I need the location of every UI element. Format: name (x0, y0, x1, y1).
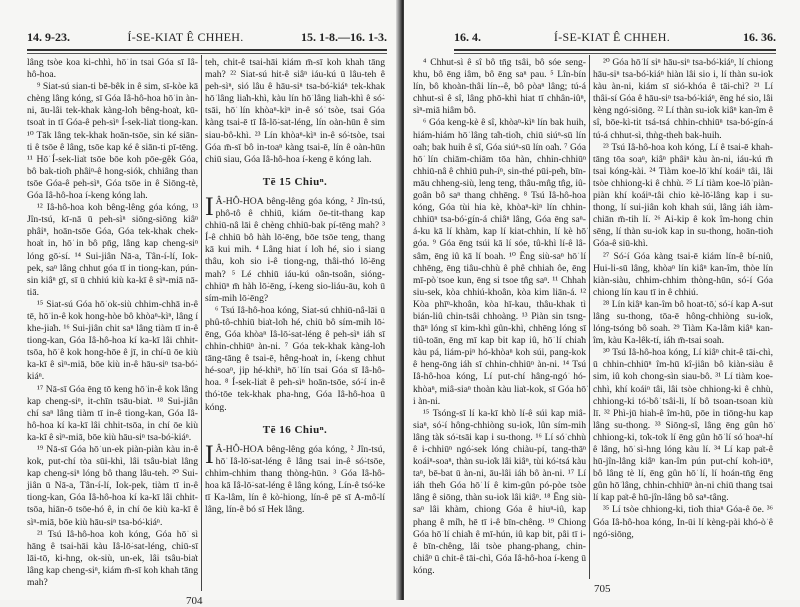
verse-paragraph: ²⁰ Góa hō͘ lí siⁿ hāu-siⁿ tsa-bó͘-kiáⁿ, lí chiong hāu-siⁿ tsa-bó͘-kiáⁿ hiàn lâi sio i, lí thàn su-io̍k kàu àn-ni, kiám sī sió-khóa ê tāi-chì? ²¹ Lí thâi-sí Góa ê hāu-siⁿ tsa-bó͘-kiáⁿ, ēng hé sio, lâi kèng ngó͘-siōng. ²² Lí thàn su-io̍k kiâⁿ kan-îm ê sî, bōe-kì-tit tsá-tsá chhin-chhiūⁿ tsa-bó͘-gín-á tú-á chhut-sì, thǹg-theh bak-huih. (593, 57, 773, 141)
verse-paragraph: lâng tsòe koa ki-chhì, hō͘ in tsai Góa sī Iâ-hô-hoa. (27, 57, 198, 81)
text-column (205, 57, 385, 516)
running-header (454, 30, 776, 46)
verse-paragraph: teh, chit-ê tsai-hāi kiám m̄-sī koh khah tāng mah? ²² Siat-sú hit-ê siâⁿ iáu-kú ū lâu-teh ê peh-sìⁿ, sió lâu ê hāu-siⁿ tsa-bó͘-kiáⁿ tek-khak hō͘ lâng lia̍h-khì, kàu lín hō͘ lâng lia̍h-khì ê só͘-tsāi, hō͘ lín khòaⁿ-kìⁿ in-ê só͘ tsòe, tsai Góa kàng tsai-ē tī Iâ-lō͘-sat-léng, lín oàn-hūn ê sim siau-bô-khì. ²³ Lín khòaⁿ-kìⁿ in-ê só͘-tsòe, tsai Góa m̄-sī bô in-toaⁿ kàng tsai-ē, lín ê oàn-hūn chiū siau, Góa Iâ-hô-hoa í-keng ē kóng lah. (205, 57, 385, 165)
header-chapter-range: 16. 36. (742, 30, 776, 44)
verse-paragraph: IÂ-HÔ-HOA bêng-lêng góa kóng, ² Jîn-tsú, phô-tô ê chhiū, kiám ōe-tit-thang kap chhiū-nâ lāi ê chèng chhiū-bak pí-tēng mah? ³ Í-ê chhiū bô hàh lō͘-ēng, bōe tsōe teng, thang kā kui mih. ⁴ Lâng hiat í lo̍h hé, sio i siang thâu, koh sio i-ê tiong-ng, thâi-thó lō͘-ēng mah? ⁵ Lé chhiū iáu-kú oân-tsoân, sióng-chhiūⁿ m̄ hàh lō͘-ēng, í-keng sio-liáu-āu, koh ū sím-mih lō͘-ēng? (205, 191, 385, 304)
verse-paragraph: ¹² Iâ-hô-hoa koh bêng-lêng góa kóng, ¹³ Jîn-tsú, kī-nā ū peh-sìⁿ siōng-siōng kiâⁿ phâiⁿ, hoān-tsōe Góa, Góa tek-khak chek-hoa̍t in, hō͘ in bô pn̄g, lâng kap cheng-siⁿ lóng gō͘-sí. ¹⁴ Sui-jiân Nā-a, Tân-í-lí, Iok-pek, saⁿ lâng chhut góa tī in tiong-kan, pún-sin kiâⁿ gī, sī ū chhiú kiù ka-kī ê sìⁿ-miā nā-tiā. (27, 202, 198, 298)
header-chapter-range: 15. 1-8.—16. 1-3. (300, 30, 387, 44)
verse-paragraph: ²³ Tsú Iâ-hô-hoa koh kóng, Lí ê tsai-ē khah-tāng tōa soaⁿ, kiâⁿ phâiⁿ kàu àn-ni, iáu-kú m̄ tsai kóng-kài. ²⁴ Tiàm koe-lō͘ khí koáiⁿ tâi, lâi tsòe chhiong-ki ê chhù. ²⁵ Lí tiàm koe-lō͘ piàn-piàn khí koáiⁿ-tâi chio kè-lō͘-lâng kap i su-thong, lí sui-jiân koh khah súi, lâng iáh iàm-chiān m̄-tih lí. ²⁶ Ai-kip ê kok îm-hong chin sēng, lí thàn su-io̍k kap in su-thong, hoān-tio̍h Góa-ê siū-khì. (593, 141, 773, 250)
verse-paragraph: ⁴ Chhut-sì ê sî bô tn̄g tsâi, bô sóe seng-khu, bô ēng iâm, bô ēng saⁿ pau. ⁵ Lîn-bín lín, bô khoàn-thâi lín--ê, bô pòaⁿ lâng; tú-á chhut-sì ê sî, lâng phō-khì hiat tī chhân-iûⁿ, sìⁿ-miā hiâm bô. (413, 57, 586, 117)
right-page (404, 0, 800, 600)
verse-paragraph: ³⁰ Tsú Iâ-hô-hoa kóng, Lí kiâⁿ chit-ê tāi-chì, ū chhin-chhiūⁿ îm-hū kî-jiân bô kiàn-siàu ê sim, iû koh chong-sìn siau-bô. ³¹ Lí tiàm koe-chhì, khí koáiⁿ tâi, lâi tsòe chhiong-ki ê chhù, chhiong-ki tó͘-bô͘ tsâi-li, lí bô tsoan-tsoan kiù lī. ³² Phì-jū hiah-ê îm-hū, pōe in tiōng-hu kap lâng su-thong. ³³ Siōng-sî, lâng ēng gûn hō͘ chhiong-ki, to̍k-to̍k lí ēng gûn hō͘ lí só͘ hoaⁿ-hí ê lâng, hō͘ sì-hng lóng kàu lí. ³⁴ Lí kap pa̍t-ê hū-jîn-lâng kiâⁿ kan-îm pún put-chí koh-iūⁿ, bô lâng tè lí, ēng gûn hō͘ lí, lí hoán-tn̄g ēng gûn hō͘ lâng, chhin-chhiūⁿ àn-ni chiū thang tsai lí kap pa̍t-ê hū-jîn-lâng bô saⁿ-tâng. (593, 347, 773, 504)
verse-paragraph: ¹⁷ Nā-sī Góa ēng tō keng hō͘ in-ê kok lâng kap cheng-siⁿ, it-chīn tsāu-bia̍t. ¹⁸ Sui-jiân chí saⁿ lâng tiàm tī in-ê tiong-kan, Góa Iâ-hô-hoa kí ka-kī lâi chhit-tsōa, in chí ōe kiù ka-kī ê sìⁿ-miā, bōe kiù hāu-siⁿ tsa-bó͘-kiáⁿ. (27, 383, 198, 443)
text-column (27, 57, 198, 589)
verse-paragraph: ²⁸ Lín kiâⁿ kan-îm bô hoat-tō͘, só͘-í kap A-sut lâng su-thong, tōa-ē hông-chhiòng su-io̍k, lóng-tsóng bô soah. ²⁹ Tiàm Ka-lâm kiâⁿ kan-îm, kàu Ka-lêk-tí, iáh m̄-tsai soah. (593, 298, 773, 347)
header-rule (454, 49, 776, 54)
header-rule (27, 49, 387, 54)
text-column (413, 57, 586, 577)
running-header (27, 30, 387, 46)
chapter-heading: Tē 16 Chiuⁿ. (262, 423, 328, 436)
verse-paragraph: ²¹ Tsú Iâ-hô-hoa koh kóng, Góa hō͘ sì hāng ê tsai-hāi kàu Iâ-lō͘-sat-léng, chiū-sī lāi-tō, ki-hng, ok-siù, un-ek, lâi tsâu-bia̍t lâng kap cheng-siⁿ, kiám m̄-sī koh khah tāng mah? (27, 528, 198, 589)
header-book-title: Í-SE-KIAT Ê CHHEH. (553, 30, 671, 44)
header-chapter-range: 16. 4. (454, 30, 481, 44)
page-number: 704 (186, 595, 203, 607)
verse-paragraph: ⁶ Tsú Iâ-hô-hoa kóng, Siat-sú chhiū-nâ-lāi ū phû-tô-chhiū bia̍t-lo̍h hé, chiū bô sím-mih lō͘-ēng, Góa khòaⁿ Iâ-lō͘-sat-léng ê peh-sìⁿ iáh sī chhin-chhiūⁿ àn-ni. ⁷ Góa tek-khak kàng-lo̍h tāng-tāng ê tsai-ē, hêng-hoa̍t in, í-keng chhut hé-soaⁿ, jip hé-khìⁿ, hō͘ lín tsai Góa sī Iâ-hô-hoa. ⁸ Í-sek-lia̍t ê peh-sìⁿ hoān-tsōe, só͘-í in-ê thó͘-tōe tek-khak pha-hng, Góa Iâ-hô-hoa ū kóng. (205, 304, 385, 413)
chapter-heading: Tē 15 Chiuⁿ. (262, 175, 328, 188)
verse-paragraph: ²⁷ Só͘-í Góa kàng tsai-ē kiám lín-ê bí-niû, Hui-li-sū lâng, khòaⁿ lín kiâⁿ kan-îm, thòe lín kiàn-siàu, chhim-chhim thòng-hūn, só͘-í Góa chiong lín kau tī in ê chhiú. (593, 250, 773, 298)
page-number: 705 (594, 583, 611, 595)
verse-paragraph: ⁹ Siat-sú sian-ti bē-bêk in ê sim, sī-kòe kā chèng lâng kóng, sī Góa Iâ-hô-hoa hō͘ in àn-ni, āu-lâi tek-khak kàng-lo̍h bêng-hoa̍t, kū-tsoa̍t in tī Góa-ê peh-sìⁿ Í-sek-lia̍t tiong-kan. ¹⁰ Tāk lâng tek-khak hoān-tsōe, sin ké siān-ti ê tsōe ê lâng, tsōe kap ké ê siān-ti pī-tēng. ¹¹ Hō͘ Í-sek-lia̍t tsōe bōe koh pōe-gêk Góa, bô bak-tio̍h phâiⁿ-ê hong-siók, chhiâng than tsōe Góa-ê peh-sìⁿ, Góa tsōe in ê Siōng-tè, Góa Iâ-hô-hoa í-keng kóng lah. (27, 81, 198, 202)
verse-paragraph: ⁶ Góa keng-kè ê sî, khòaⁿ-kìⁿ lín bak huih, hiám-hiám hō͘ lâng ta̍h-tio̍h, chiū siúⁿ-sū lín oa̍h; bak huih ê sî, Góa siúⁿ-sū lín oa̍h. ⁷ Góa hō͘ lín chiām-chiām tōa hàn, chhin-chhiūⁿ chhiū-nâ ê chhiū puh-íⁿ, sin-thé pūi-pe̍h, bīn-māu chheng-siù, leng teng, thâu-mn̂g tn̂g, iû-goân bô saⁿ thang chhēng. ⁸ Tsú Iâ-hô-hoa kóng, Góa tùi hia kè, khòaⁿ-kìⁿ lín chhin-chhiūⁿ tsa-bó͘-gín-á chiâⁿ lâng, Góa ēng saⁿ-á-ku kā lí khàm, kap lí kiat-chhin, lí kè hō͘ góa. ⁹ Góa ēng tsúi kā lí sóe, tû-khì lí-ê lâ-sâm, ēng iû kā lí boah. ¹⁰ Ēng siù-saⁿ hō͘ lí chhēng, ēng tiâu-chhù ê phê chhiah ôe, ēng mī-pò͘ tsoe kun, ēng si tsoe tn̂g saⁿ. ¹¹ Chhah siu-sek, kòa chhiú-khoân, kòa kim liān-á. ¹² Kòa phīⁿ-khoân, kòa hī-kau, thâu-khak tì bián-liû chin-tsâi chhoàng. ¹³ Piàn sin tsng-thāⁿ lóng sī kim-khì gûn-khì, chhēng lóng sī tiû-toān, ēng mī kap bit kap iû, hō͘ lí chia̍h kàu pá, liám-piⁿ hó-khòaⁿ koh súi, pang-kok ê heng-ōng iáh sī chhin-chhiūⁿ àn-ni. ¹⁴ Tsú Iâ-hô-hoa kóng, Lí put-chí hâng-ngó͘ hó-khòaⁿ, miâ-siaⁿ thoàn kàu lia̍t-kok, sī Góa hō͘ i àn-ni. (413, 117, 586, 407)
verse-paragraph: ¹⁵ Tsóng-sī lí ka-kī khò lí-ê súi kap miâ-siaⁿ, só͘-í hông-chhiòng su-io̍k, lûn sím-mih lâng tàk só͘-tsāi kap i su-thong. ¹⁶ Lí só͘ chhù ê i-chhiūⁿ ngó͘-sek lóng chiàu-pí, tang-thāⁿ koáiⁿ-soaⁿ, thàn su-io̍k lâi kiâⁿ, tùi kó͘-tsá kàu taⁿ, bē-bat ū àn-ni, āu-lâi iáh bô àn-ni. ¹⁷ Lí iáh the̍h Góa hō͘ lí ê kim-gûn pó-pòe tsòe lâng ê siōng, thàn su-io̍k lâi kiâⁿ. ¹⁸ Ēng siù-saⁿ lâi khàm, chiong Góa ê hiuⁿ-iû, kap phang ê mi̍h, hē tī i-ê bīn-chêng. ¹⁹ Chiong Góa hō͘ lí chia̍h ê mī-hún, iû kap bit, pâi tī i-ê bīn-chêng, lâi tsòe phang-phang, chin-chiâⁿ ū chit-ê tāi-chì, Góa Iâ-hô-hoa í-keng ū kóng. (413, 407, 586, 576)
verse-paragraph: ³⁵ Lí tsòe chhiong-ki, tio̍h thiaⁿ Góa-ê ōe. ³⁶ Góa Iâ-hô-hoa kóng, In-ūi lí kèng-pài khó-ò͘ ê ngó͘-siōng, (593, 504, 773, 540)
column-divider (201, 55, 202, 591)
column-divider (589, 55, 590, 579)
verse-paragraph: ¹⁵ Siat-sú Góa hō͘ ok-siù chhim-chhā in-ê tē, hō͘ in-ê kok hong-hòe bô khòaⁿ-kìⁿ, lâng í khe-jia̍h. ¹⁶ Sui-jiân chit saⁿ lâng tiàm tī in-ê tiong-kan, Góa Iâ-hô-hoa kí ka-kī lâi chhit-tsōa, hō͘ ê kok hong-hōe ê jī, in chí-ū ōe kiù ka-kī ê sìⁿ-miā, bōe kiù in-ê hāu-siⁿ tsa-bó͘-kiáⁿ. (27, 298, 198, 383)
verse-paragraph: IÂ-HÔ-HOA bêng-lêng góa kóng, ² Jîn-tsú, hō͘ Iâ-lō͘-sat-léng ê lâng tsai in-ê só͘-tsōe, chhim-chhim thang thòng-hūn. ³ Góa Iâ-hô-hoa kā Iâ-lō͘-sat-léng ê lâng kóng, Lín-ê tsó͘-ke tī Ka-lâm, lín ê kò͘-hiong, lín-ê pē sī A-mô͘-lí lâng, lín-ê bó sī Hek lâng. (205, 439, 385, 516)
text-column (593, 57, 773, 541)
verse-paragraph: ¹⁹ Nā-sī Góa hō͘ un-ek piàn-piàn kàu in-ê kok, put-chí tòa sūi-khì, lâi tsâu-bia̍t lâng kap cheng-siⁿ lóng bô thang lâu-teh. ²⁰ Sui-jiân ū Nā-a, Tân-í-lí, Iok-pek, tiàm tī in-ê tiong-kan, Góa Iâ-hô-hoa kí ka-kī lâi chhit-tsōa, hiān-ō tsōe-hó ê, in chí ōe kiù ka-kī ê sìⁿ-miā, bōe kiù hāu-siⁿ tsa-bó͘-kiáⁿ. (27, 444, 198, 528)
header-book-title: Í-SE-KIAT Ê CHHEH. (127, 30, 244, 44)
header-chapter-range: 14. 9-23. (27, 30, 70, 44)
